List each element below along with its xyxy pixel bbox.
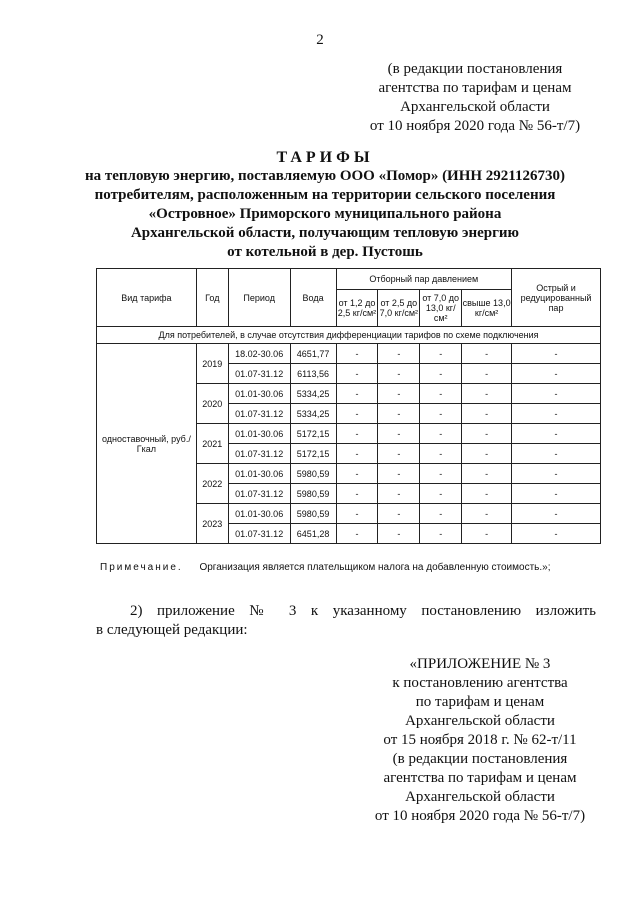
period-cell: 01.07-31.12 [228,524,290,544]
appendix-line: агентства по тарифам и ценам [383,770,577,786]
dash-cell: - [378,484,420,504]
dash-cell: - [462,464,512,484]
water-cell: 4651,77 [290,344,336,364]
dash-cell: - [512,344,601,364]
dash-cell: - [378,504,420,524]
period-cell: 01.01-30.06 [228,464,290,484]
dash-cell: - [378,444,420,464]
dash-cell: - [462,524,512,544]
title-line: «Островное» Приморского муниципального района [148,206,502,222]
dash-cell: - [512,484,601,504]
tariff-table [96,268,601,544]
amendment-line: агентства по тарифам и ценам [378,80,572,96]
dash-cell: - [378,364,420,384]
dash-cell: - [336,484,378,504]
dash-cell: - [512,404,601,424]
table-row [97,344,601,364]
dash-cell: - [420,344,462,364]
header-pressure-3: от 7,0 до 13,0 кг/см² [420,290,462,327]
header-period: Период [228,269,290,327]
appendix-line: (в редакции постановления [392,751,568,767]
appendix-line: от 15 ноября 2018 г. № 62-т/11 [383,732,577,748]
period-cell: 01.01-30.06 [228,424,290,444]
header-pressure-1: от 1,2 до 2,5 кг/см² [336,290,378,327]
period-cell: 01.01-30.06 [228,384,290,404]
water-cell: 6451,28 [290,524,336,544]
appendix-line: Архангельской области [405,713,555,729]
header-tariff-type: Вид тарифа [97,269,197,327]
period-cell: 01.07-31.12 [228,484,290,504]
document-title [60,148,590,262]
dash-cell: - [462,504,512,524]
water-cell: 5334,25 [290,384,336,404]
amendment-paragraph [96,602,596,640]
dash-cell: - [336,404,378,424]
dash-cell: - [462,404,512,424]
header-year: Год [196,269,228,327]
note-label: Примечание. [100,562,183,573]
dash-cell: - [512,384,601,404]
amendment-line: (в редакции постановления [387,61,563,77]
table-body [97,344,601,544]
dash-cell: - [512,424,601,444]
dash-cell: - [336,424,378,444]
dash-cell: - [378,464,420,484]
dash-cell: - [336,524,378,544]
period-cell: 01.07-31.12 [228,444,290,464]
dash-cell: - [512,524,601,544]
amendment-line: от 10 ноября 2020 года № 56-т/7) [369,118,581,134]
table-note [100,562,550,573]
header-pressure-4: свыше 13,0 кг/см² [462,290,512,327]
title-line: Архангельской области, получающим тепловую энергию [130,225,520,241]
appendix-header [345,655,615,826]
dash-cell: - [378,384,420,404]
paragraph-line: в следующей редакции: [96,622,248,638]
dash-cell: - [378,524,420,544]
appendix-line: по тарифам и ценам [415,694,545,710]
appendix-line: Архангельской области [405,789,555,805]
title-line: от котельной в дер. Пустошь [227,244,423,260]
dash-cell: - [420,444,462,464]
dash-cell: - [336,504,378,524]
period-cell: 01.01-30.06 [228,504,290,524]
dash-cell: - [462,364,512,384]
dash-cell: - [462,444,512,464]
year-cell: 2022 [196,464,228,504]
dash-cell: - [336,384,378,404]
page-number: 2 [316,32,324,48]
dash-cell: - [512,504,601,524]
water-cell: 5980,59 [290,484,336,504]
title-line: потребителям, расположенным на территории сельского поселения [94,187,556,203]
dash-cell: - [512,464,601,484]
dash-cell: - [336,364,378,384]
amendment-header [340,60,610,136]
dash-cell: - [462,344,512,364]
paragraph-line: 2) приложение № 3 к указанному постановлению изложить [130,603,596,619]
tariff-type-cell: одноставочный, руб./Гкал [97,344,197,544]
dash-cell: - [420,484,462,504]
header-water: Вода [290,269,336,327]
water-cell: 5172,15 [290,444,336,464]
amendment-line: Архангельской области [400,99,550,115]
dash-cell: - [512,444,601,464]
dash-cell: - [420,504,462,524]
dash-cell: - [336,464,378,484]
dash-cell: - [420,384,462,404]
dash-cell: - [420,404,462,424]
header-selected-steam: Отборный пар давлением [336,269,511,290]
dash-cell: - [420,464,462,484]
dash-cell: - [378,344,420,364]
dash-cell: - [420,524,462,544]
title-line: на тепловую энергию, поставляемую ООО «Помор» (ИНН 2921126730) [85,168,565,184]
dash-cell: - [462,384,512,404]
dash-cell: - [462,484,512,504]
period-cell: 18.02-30.06 [228,344,290,364]
water-cell: 6113,56 [290,364,336,384]
year-cell: 2021 [196,424,228,464]
header-sharp-steam: Острый и редуцированный пар [512,269,601,327]
appendix-line: от 10 ноября 2020 года № 56-т/7) [374,808,586,824]
dash-cell: - [336,344,378,364]
appendix-line: к постановлению агентства [392,675,568,691]
consumer-group-row: Для потребителей, в случае отсутствия дифференциации тарифов по схеме подключения [97,327,601,344]
appendix-line: «ПРИЛОЖЕНИЕ № 3 [409,656,551,672]
year-cell: 2023 [196,504,228,544]
water-cell: 5980,59 [290,504,336,524]
year-cell: 2020 [196,384,228,424]
dash-cell: - [378,424,420,444]
dash-cell: - [378,404,420,424]
dash-cell: - [462,424,512,444]
period-cell: 01.07-31.12 [228,404,290,424]
water-cell: 5172,15 [290,424,336,444]
water-cell: 5980,59 [290,464,336,484]
dash-cell: - [420,424,462,444]
dash-cell: - [512,364,601,384]
title-main: ТАРИФЫ [276,149,374,166]
dash-cell: - [336,444,378,464]
period-cell: 01.07-31.12 [228,364,290,384]
note-text: Организация является плательщиком налога на добавленную стоимость.»; [199,562,551,573]
header-pressure-2: от 2,5 до 7,0 кг/см² [378,290,420,327]
water-cell: 5334,25 [290,404,336,424]
dash-cell: - [420,364,462,384]
year-cell: 2019 [196,344,228,384]
